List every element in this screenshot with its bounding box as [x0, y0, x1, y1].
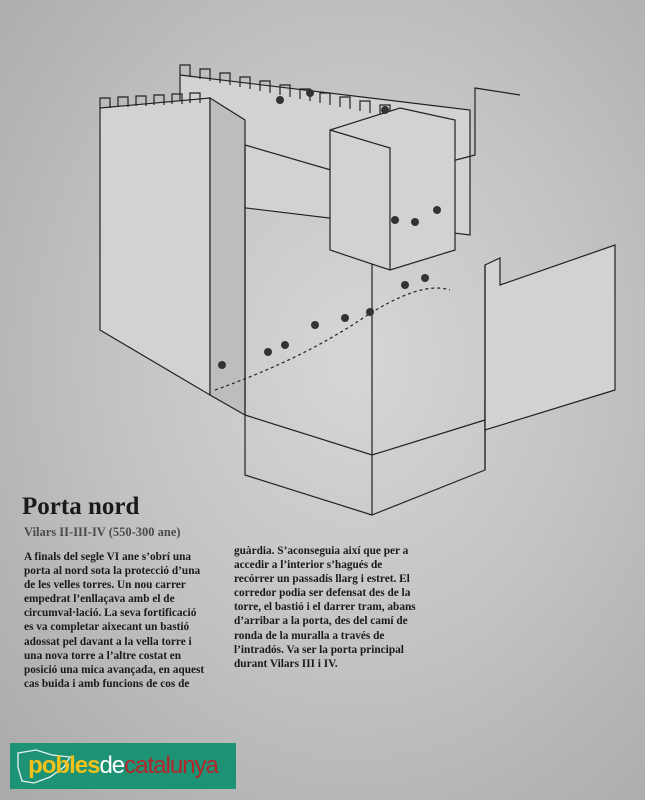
inner-tower	[330, 108, 455, 270]
logo-pobles: obles	[41, 752, 100, 779]
logo-de: de	[99, 752, 125, 779]
right-wall	[485, 245, 615, 430]
pobles-de-catalunya-logo	[10, 743, 236, 789]
left-tower-side	[210, 98, 245, 415]
logo-p: p	[28, 752, 42, 779]
paved-street	[215, 288, 450, 390]
body-text-column-2: guàrdia. S’aconseguia així que per a accedir a l’interior s’hagués de recórrer un passadís llarg i estret. El corredor podia ser defensat des de la torre, el bastió i el darrer tram, abans d’arribar a la porta, des del camí de ronda de la muralla a través de l’intradós. Va ser la porta principal durant Vilars III i IV.	[234, 545, 416, 670]
body-text-column-1: A finals del segle VI ane s’obrí una porta al nord sota la protecció d’una de les velles torres. Un nou carrer empedrat l’enllaçava amb el de circumval·lació. La seva fortificació es va completar aixecant un bastió adossat pel davant a la vella torre i una nova torre a l’altre costat en posició una mica avançada, en aquest cas buida i amb funcions de cos de	[24, 551, 205, 690]
subtitle: Vilars II-III-IV (550-300 ane)	[24, 525, 181, 539]
logo-catalunya: catalunya	[124, 752, 218, 779]
page-title: Porta nord	[22, 493, 140, 520]
left-tower-front	[100, 98, 210, 395]
